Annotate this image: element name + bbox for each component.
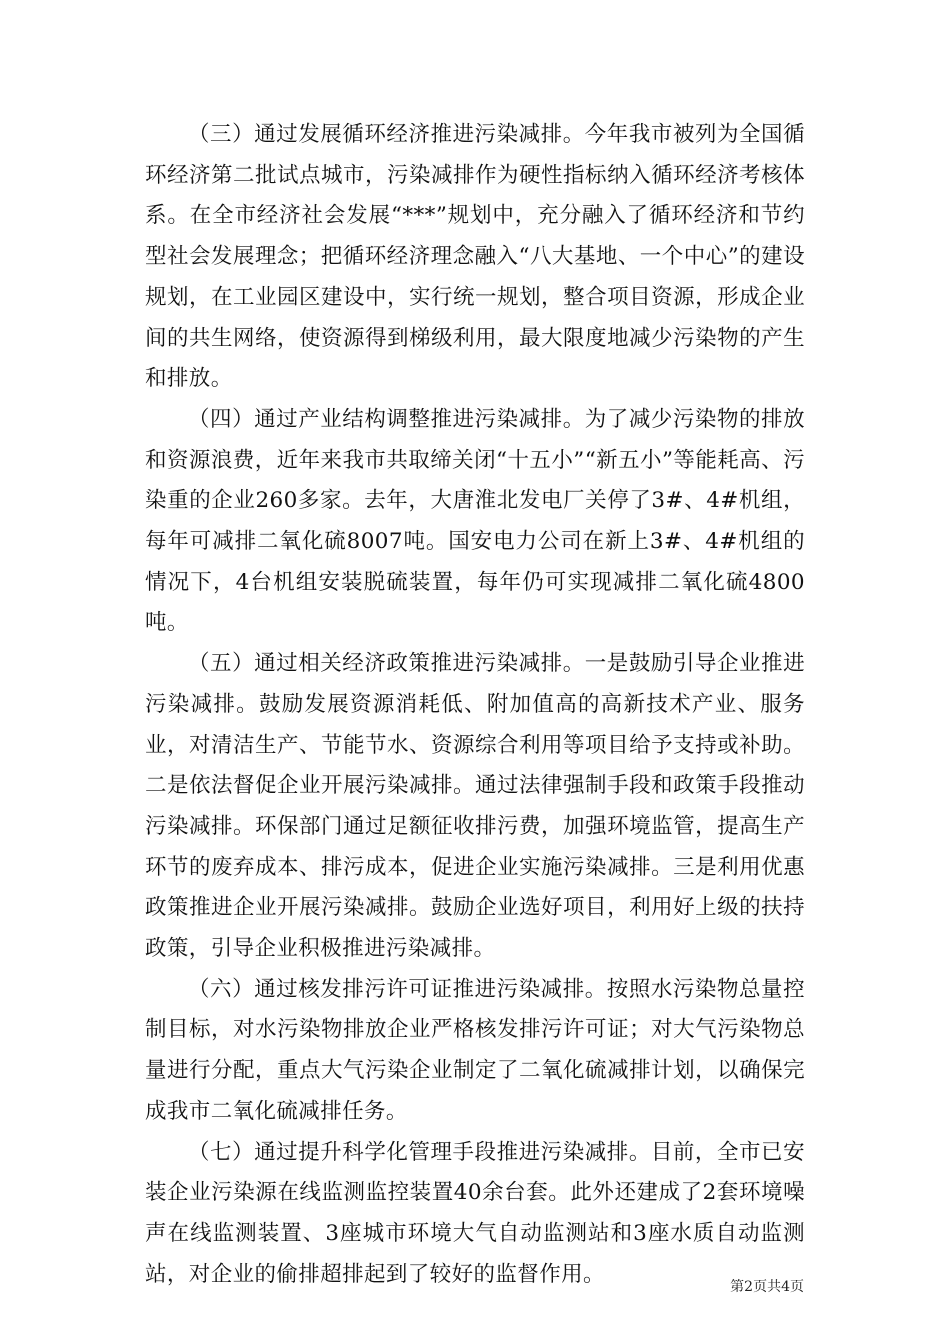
document-body xyxy=(145,115,805,1295)
paragraph-3-circular-economy: （三）通过发展循环经济推进污染减排。今年我市被列为全国循环经济第二批试点城市，污染减排作为硬性指标纳入循环经济考核体系。在全市经济社会发展“***”规划中，充分融入了循环经济和节约型社会发展理念；把循环经济理念融入“八大基地、一个中心”的建设规划，在工业园区建设中，实行统一规划，整合项目资源，形成企业间的共生网络，使资源得到梯级利用，最大限度地减少污染物的产生和排放。 xyxy=(145,122,805,392)
paragraph-5-economic-policy: （五）通过相关经济政策推进污染减排。一是鼓励引导企业推进污染减排。鼓励发展资源消耗低、附加值高的高新技术产业、服务业，对清洁生产、节能节水、资源综合利用等项目给予支持或补助。二是依法督促企业开展污染减排。通过法律强制手段和政策手段推动污染减排。环保部门通过足额征收排污费，加强环境监管，提高生产环节的废弃成本、排污成本，促进企业实施污染减排。三是利用优惠政策推进企业开展污染减排。鼓励企业选好项目，利用好上级的扶持政策，引导企业积极推进污染减排。 xyxy=(145,651,805,962)
paragraph-7-scientific-management: （七）通过提升科学化管理手段推进污染减排。目前，全市已安装企业污染源在线监测监控装置40余台套。此外还建成了2套环境噪声在线监测装置、3座城市环境大气自动监测站和3座水质自动监测站，对企业的偷排超排起到了较好的监督作用。 xyxy=(145,1139,805,1287)
paragraph-4-industrial-structure: （四）通过产业结构调整推进污染减排。为了减少污染物的排放和资源浪费，近年来我市共取缔关闭“十五小”“新五小”等能耗高、污染重的企业260多家。去年，大唐淮北发电厂关停了3#、4#机组，每年可减排二氧化硫8007吨。国安电力公司在新上3#、4#机组的情况下，4台机组安装脱硫装置，每年仍可实现减排二氧化硫4800吨。 xyxy=(145,406,805,636)
page-number: 第2页共4页 xyxy=(730,1279,804,1295)
paragraph-6-discharge-permit: （六）通过核发排污许可证推进污染减排。按照水污染物总量控制目标，对水污染物排放企业严格核发排污许可证；对大气污染物总量进行分配，重点大气污染企业制定了二氧化硫减排计划，以确保完成我市二氧化硫减排任务。 xyxy=(145,976,805,1124)
